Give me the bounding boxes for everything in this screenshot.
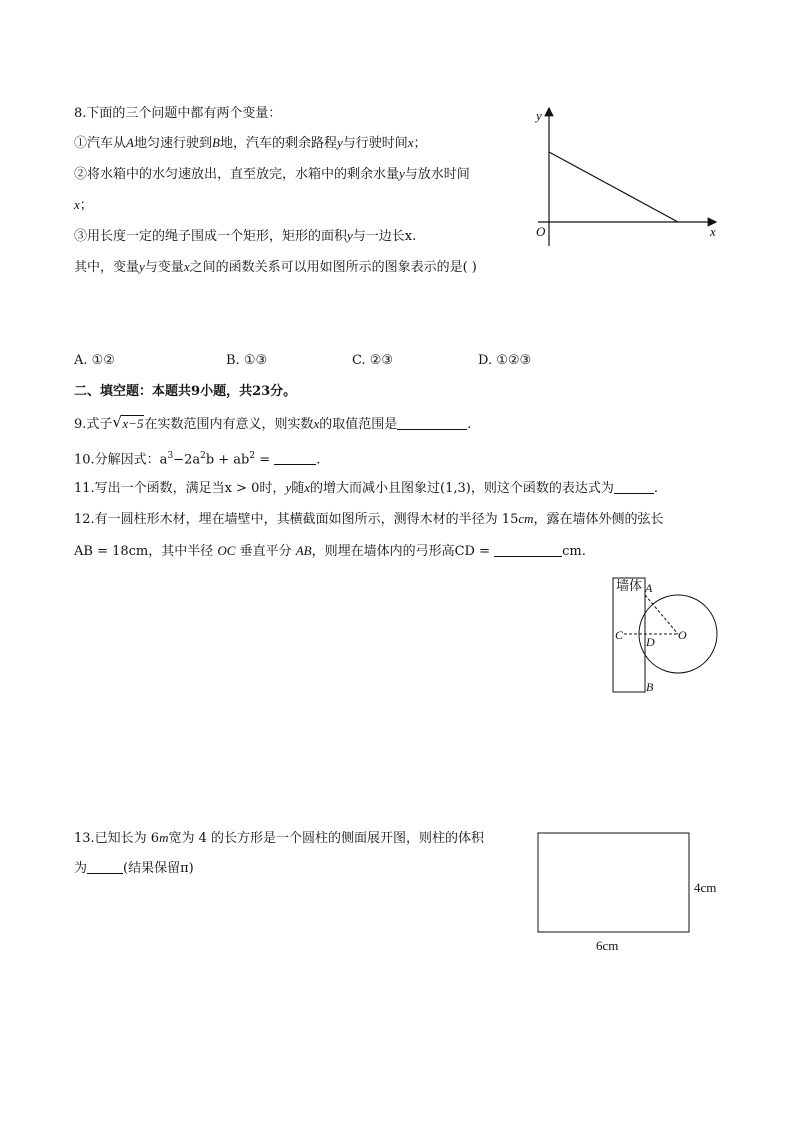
unfolded-rectangle [538, 833, 689, 932]
point-d-label: D [646, 635, 655, 649]
q13-figure [536, 830, 736, 960]
graph-y-label: y [536, 108, 542, 123]
q10: 10.分解因式：$a^3-2a^2b + ab^2$ = . [74, 451, 321, 468]
q9-answer-blank[interactable] [397, 415, 467, 430]
q8-item-2-cont: x； [74, 197, 93, 213]
q12-answer-blank[interactable] [494, 542, 562, 557]
q8-option-d: D. ①②③ [478, 353, 532, 368]
q13-line-1: 13.已知长为 6m宽为 4 的长方形是一个圆柱的侧面展开图，则柱的体积 [74, 830, 485, 846]
point-a-label: A [645, 581, 653, 595]
sqrt-expression: √ x−5 [112, 413, 144, 431]
q12-line-2: AB = 18cm，其中半径 OC 垂直平分 AB，则埋在墙体内的弓形高CD = cm. [74, 543, 586, 559]
q10-answer-blank[interactable] [274, 450, 316, 465]
q12-line-1: 12.有一圆柱形木材，埋在墙壁中，其横截面如图所示，测得木材的半径为 15cm，露在墙体外侧的弦长 [74, 511, 664, 527]
q8-title: 8.下面的三个问题中都有两个变量： [74, 106, 282, 121]
q13-line-2: 为 (结果保留π) [74, 861, 194, 876]
q12-figure [605, 575, 735, 700]
q8-item-2: ②将水箱中的水匀速放出，直至放完，水箱中的剩余水量y与放水时间 [74, 166, 470, 182]
q8-item-3: ③用长度一定的绳子围成一个矩形，矩形的面积y与一边长x. [74, 228, 417, 244]
point-b-label: B [646, 680, 654, 694]
radius-oa [645, 595, 678, 634]
q8-option-a: A. ①② [74, 353, 115, 368]
graph-origin-label: O [536, 224, 546, 239]
q11-answer-blank[interactable] [614, 479, 654, 494]
width-label: 6cm [596, 938, 619, 953]
q8-graph [530, 100, 730, 250]
height-label: 4cm [694, 880, 717, 895]
section-heading: 二、填空题：本题共9小题，共23分。 [74, 384, 297, 399]
q8-option-b: B. ①③ [226, 353, 268, 368]
wall-label: 墙体 [616, 578, 643, 593]
q11: 11.写出一个函数，满足当x > 0时，y随x的增大而减小且图象过(1,3)，则这个函数的表达式为 . [74, 480, 658, 496]
q13-answer-blank[interactable] [87, 859, 123, 874]
point-c-label: C [615, 628, 624, 642]
q8-item-1: ①汽车从A地匀速行驶到B地，汽车的剩余路程y与行驶时间x； [74, 135, 427, 151]
q8-question: 其中，变量y与变量x之间的函数关系可以用如图所示的图象表示的是( ) [74, 259, 477, 275]
function-line [549, 152, 678, 222]
q8-option-c: C. ②③ [352, 353, 394, 368]
graph-x-label: x [710, 224, 716, 239]
q9: 9.式子 √ x−5在实数范围内有意义，则实数x的取值范围是 . [74, 414, 471, 435]
point-o-label: O [678, 628, 687, 642]
